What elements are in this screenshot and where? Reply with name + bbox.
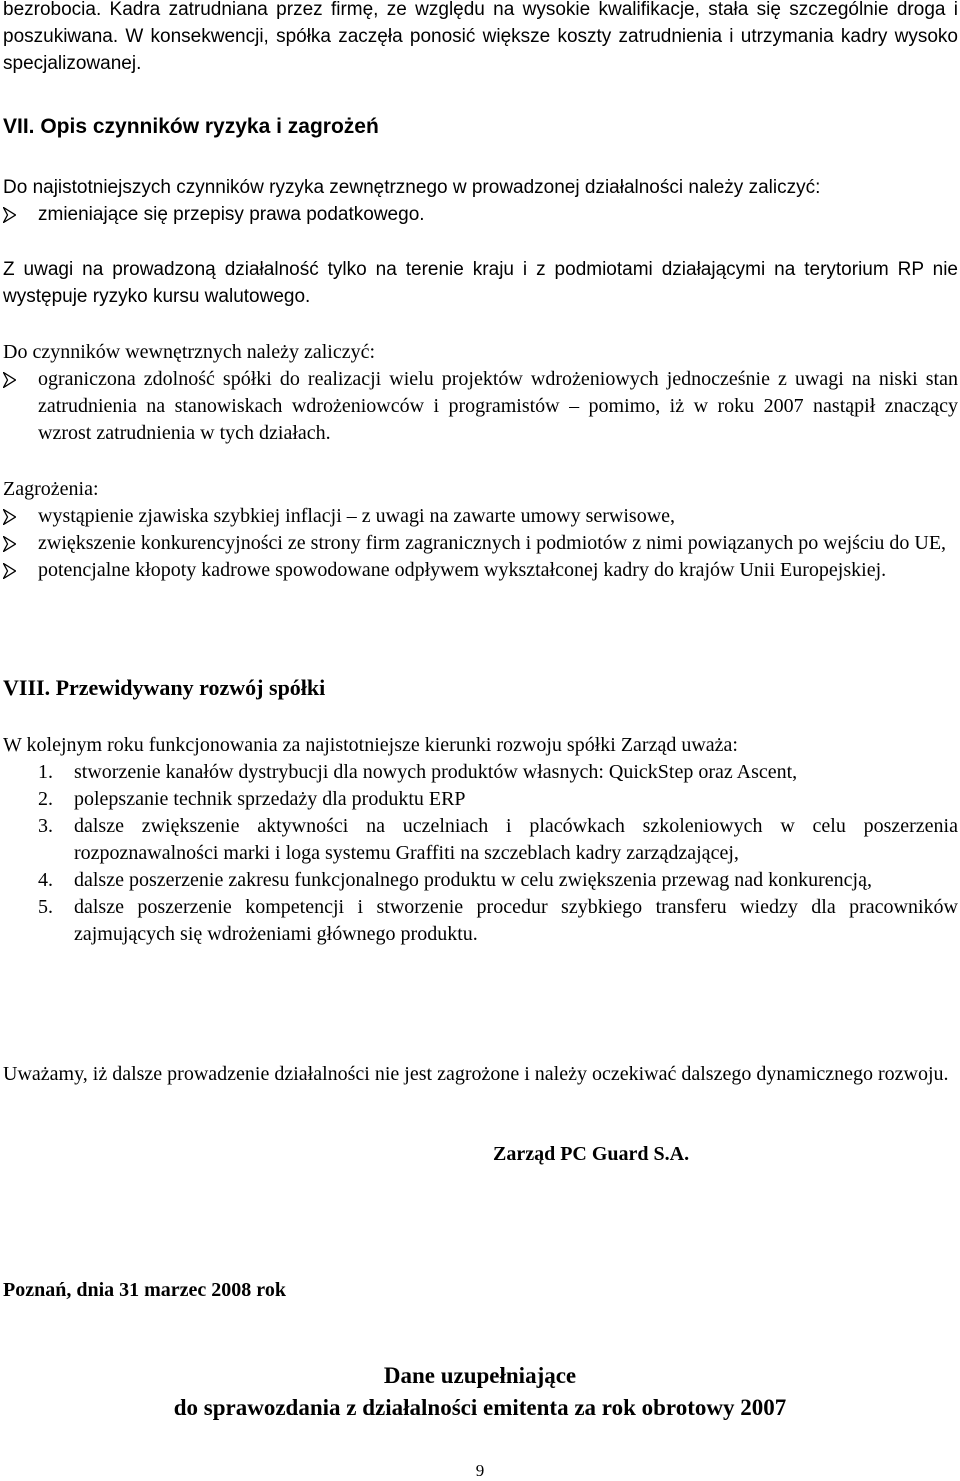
list-item xyxy=(3,759,958,786)
list-item-text: ograniczona zdolność spółki do realizacji wielu projektów wdrożeniowych jednocześnie z uwagi na niski stan zatrudnienia na stanowiskach wdrożeniowców i programistów – pomimo, iż w roku 2007 nastąpił znaczący wzrost zatrudnienia w tych działach. xyxy=(38,368,958,444)
list-item xyxy=(3,813,958,867)
development-directions xyxy=(3,732,958,948)
threats-list xyxy=(3,503,958,584)
external-risks-intro: Do najistotniejszych czynników ryzyka zewnętrznego w prowadzonej działalności należy zaliczyć: xyxy=(3,177,821,198)
list-item-text: polepszanie technik sprzedaży dla produktu ERP xyxy=(74,788,466,810)
external-risks-list xyxy=(3,201,958,228)
list-item xyxy=(3,530,958,557)
arrow-bullet-icon xyxy=(3,372,16,388)
intro-paragraph: bezrobocia. Kadra zatrudniana przez firmę, ze względu na wysokie kwalifikacje, stała się szczególnie droga i poszukiwana. W konsekwencji, spółka zaczęła ponosić większe koszty zatrudnienia i utrzymania kadry wysoko specjalizowanej. xyxy=(3,0,958,74)
list-item-text: zmieniające się przepisy prawa podatkowego. xyxy=(38,204,425,225)
section-8-heading: VIII. Przewidywany rozwój spółki xyxy=(3,675,326,700)
supplement-title-line-1: Dane uzupełniające xyxy=(383,1363,577,1388)
internal-risks-intro: Do czynników wewnętrznych należy zaliczyć: xyxy=(3,341,376,363)
development-list xyxy=(3,759,958,948)
list-item xyxy=(3,894,958,948)
list-item xyxy=(3,503,958,530)
list-item-text: wystąpienie zjawiska szybkiej inflacji – z uwagi na zawarte umowy serwisowe, xyxy=(38,505,676,527)
arrow-bullet-icon xyxy=(3,207,16,223)
threats-intro: Zagrożenia: xyxy=(3,478,99,500)
list-item-text: dalsze zwiększenie aktywności na uczelniach i placówkach szkoleniowych w celu poszerzenia rozpoznawalności marki i loga systemu Graffiti na szczeblach kadry zarządzającej, xyxy=(74,815,958,864)
list-item-text: zwiększenie konkurencyjności ze strony firm zagranicznych i podmiotów z nimi powiązanych po wejściu do UE, xyxy=(38,532,947,554)
internal-risks xyxy=(3,339,958,447)
list-item-number: 5. xyxy=(38,896,53,918)
list-item xyxy=(3,201,958,228)
internal-risks-list xyxy=(3,366,958,447)
list-item-text: dalsze poszerzenie kompetencji i stworzenie procedur szybkiego transferu wiedzy dla pracowników zajmujących się wdrożeniami głównego produktu. xyxy=(74,896,958,945)
threats xyxy=(3,476,958,584)
list-item-text: stworzenie kanałów dystrybucji dla nowych produktów własnych: QuickStep oraz Ascent, xyxy=(74,761,798,783)
list-item-number: 2. xyxy=(38,788,53,810)
closing-paragraph: Uważamy, iż dalsze prowadzenie działalności nie jest zagrożone i należy oczekiwać dalszego dynamicznego rozwoju. xyxy=(3,1063,949,1085)
supplement-title-line-2: do sprawozdania z działalności emitenta za rok obrotowy 2007 xyxy=(173,1395,787,1420)
list-item xyxy=(3,366,958,447)
external-risks xyxy=(3,174,958,228)
currency-risk-paragraph: Z uwagi na prowadzoną działalność tylko na terenie kraju i z podmiotami działającymi na terytorium RP nie występuje ryzyko kursu walutowego. xyxy=(3,259,958,307)
development-intro: W kolejnym roku funkcjonowania za najistotniejsze kierunki rozwoju spółki Zarząd uważa: xyxy=(3,734,738,756)
list-item xyxy=(3,786,958,813)
list-item-text: potencjalne kłopoty kadrowe spowodowane odpływem wykształconej kadry do krajów Unii Europejskiej. xyxy=(38,559,887,581)
list-item-number: 4. xyxy=(38,869,53,891)
signature: Zarząd PC Guard S.A. xyxy=(493,1143,690,1165)
arrow-bullet-icon xyxy=(3,563,16,579)
list-item-text: dalsze poszerzenie zakresu funkcjonalnego produktu w celu zwiększenia przewag nad konkurencją, xyxy=(74,869,872,891)
section-7-heading: VII. Opis czynników ryzyka i zagrożeń xyxy=(3,115,379,138)
list-item xyxy=(3,557,958,584)
arrow-bullet-icon xyxy=(3,536,16,552)
list-item-number: 3. xyxy=(38,815,53,837)
list-item-number: 1. xyxy=(38,761,53,783)
list-item xyxy=(3,867,958,894)
page-number: 9 xyxy=(475,1461,485,1480)
arrow-bullet-icon xyxy=(3,509,16,525)
place-date: Poznań, dnia 31 marzec 2008 rok xyxy=(3,1279,286,1301)
supplement-title xyxy=(0,1360,960,1424)
